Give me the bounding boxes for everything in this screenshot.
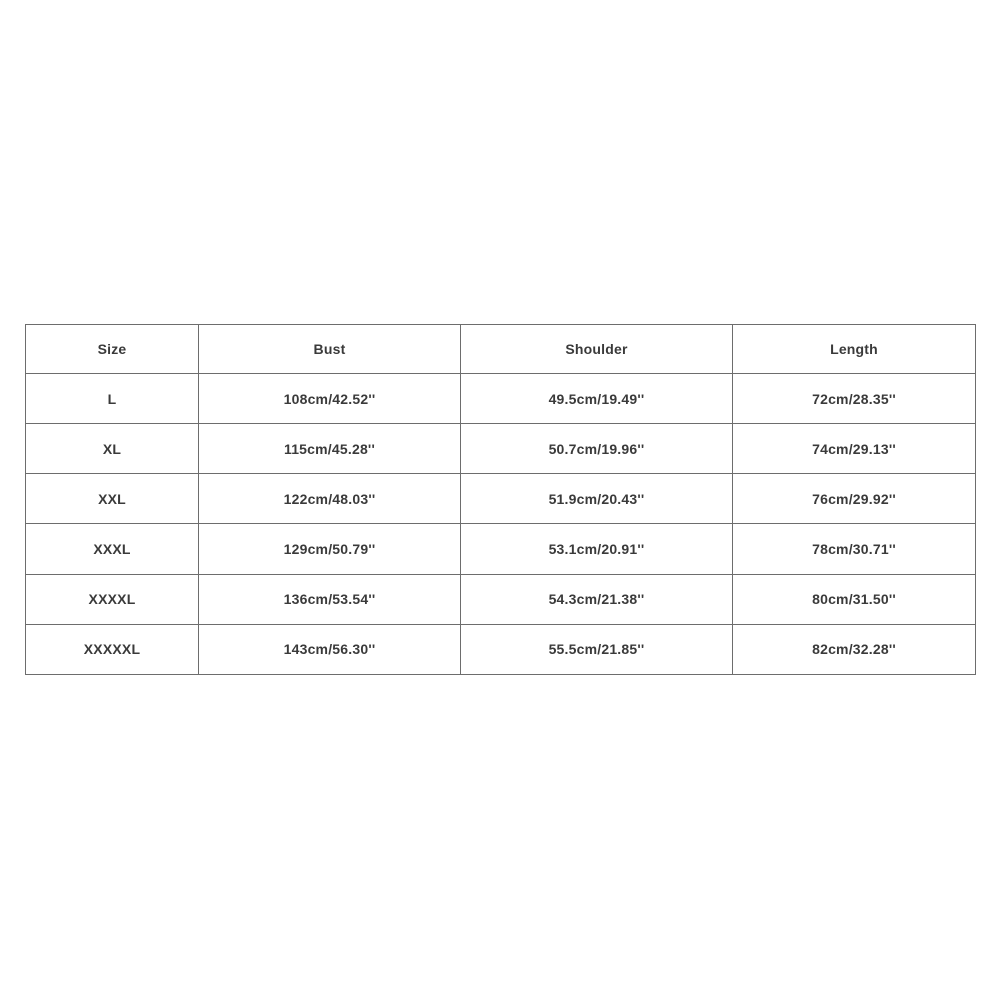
table-row (26, 524, 976, 574)
table-row (26, 474, 976, 524)
cell-shoulder: 53.1cm/20.91'' (461, 524, 733, 574)
header-shoulder: Shoulder (461, 325, 733, 374)
cell-size: XXXXXL (26, 624, 199, 674)
cell-bust: 108cm/42.52'' (199, 374, 461, 424)
cell-size: XL (26, 424, 199, 474)
cell-size: L (26, 374, 199, 424)
cell-bust: 122cm/48.03'' (199, 474, 461, 524)
cell-size: XXL (26, 474, 199, 524)
cell-length: 76cm/29.92'' (733, 474, 976, 524)
cell-bust: 129cm/50.79'' (199, 524, 461, 574)
header-length: Length (733, 325, 976, 374)
table-header-row (26, 325, 976, 374)
cell-size: XXXXL (26, 574, 199, 624)
cell-size: XXXL (26, 524, 199, 574)
table-row (26, 574, 976, 624)
cell-length: 72cm/28.35'' (733, 374, 976, 424)
header-size: Size (26, 325, 199, 374)
cell-length: 74cm/29.13'' (733, 424, 976, 474)
table-row (26, 624, 976, 674)
cell-shoulder: 49.5cm/19.49'' (461, 374, 733, 424)
cell-bust: 143cm/56.30'' (199, 624, 461, 674)
cell-shoulder: 54.3cm/21.38'' (461, 574, 733, 624)
table-row (26, 424, 976, 474)
cell-length: 78cm/30.71'' (733, 524, 976, 574)
cell-bust: 115cm/45.28'' (199, 424, 461, 474)
cell-shoulder: 51.9cm/20.43'' (461, 474, 733, 524)
cell-shoulder: 50.7cm/19.96'' (461, 424, 733, 474)
table-row (26, 374, 976, 424)
cell-length: 82cm/32.28'' (733, 624, 976, 674)
size-chart-table (25, 324, 976, 675)
cell-shoulder: 55.5cm/21.85'' (461, 624, 733, 674)
cell-bust: 136cm/53.54'' (199, 574, 461, 624)
cell-length: 80cm/31.50'' (733, 574, 976, 624)
header-bust: Bust (199, 325, 461, 374)
